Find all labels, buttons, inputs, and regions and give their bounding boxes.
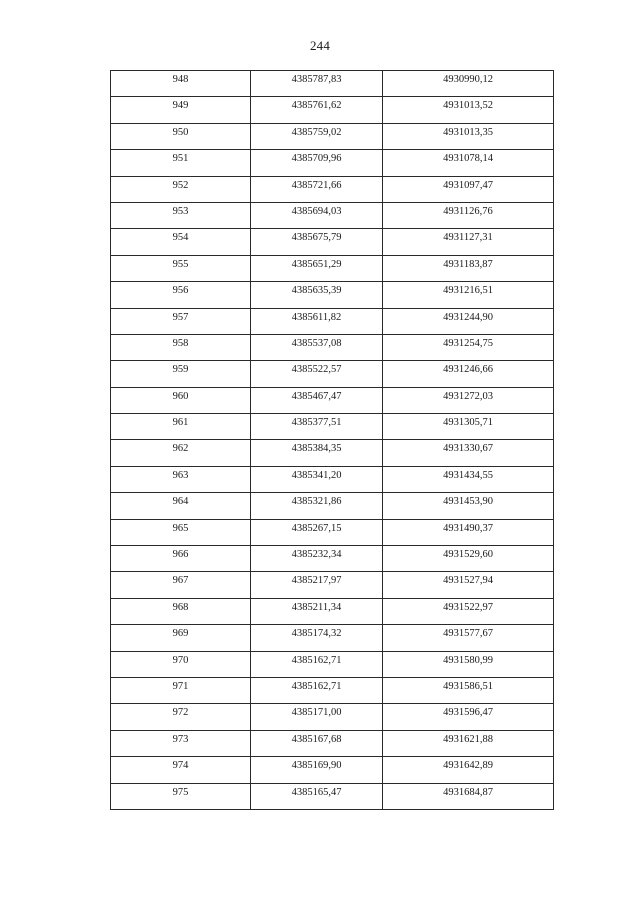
- table-row: [111, 150, 554, 176]
- x-coordinate-cell: 4385232,34: [251, 546, 383, 572]
- table-row: [111, 572, 554, 598]
- table-row: [111, 519, 554, 545]
- table-row: [111, 202, 554, 228]
- x-coordinate-cell: 4385635,39: [251, 282, 383, 308]
- y-coordinate-cell: 4931621,88: [383, 730, 554, 756]
- x-coordinate-cell: 4385694,03: [251, 202, 383, 228]
- point-number-cell: 955: [111, 255, 251, 281]
- point-number-cell: 961: [111, 414, 251, 440]
- x-coordinate-cell: 4385162,71: [251, 651, 383, 677]
- table-row: [111, 176, 554, 202]
- table-row: [111, 361, 554, 387]
- point-number-cell: 950: [111, 123, 251, 149]
- point-number-cell: 970: [111, 651, 251, 677]
- table-row: [111, 466, 554, 492]
- y-coordinate-cell: 4931522,97: [383, 598, 554, 624]
- y-coordinate-cell: 4931126,76: [383, 202, 554, 228]
- x-coordinate-cell: 4385165,47: [251, 783, 383, 809]
- x-coordinate-cell: 4385321,86: [251, 493, 383, 519]
- table-row: [111, 757, 554, 783]
- point-number-cell: 972: [111, 704, 251, 730]
- table-row: [111, 730, 554, 756]
- y-coordinate-cell: 4931305,71: [383, 414, 554, 440]
- y-coordinate-cell: 4931078,14: [383, 150, 554, 176]
- table-row: [111, 704, 554, 730]
- y-coordinate-cell: 4931244,90: [383, 308, 554, 334]
- x-coordinate-cell: 4385611,82: [251, 308, 383, 334]
- point-number-cell: 954: [111, 229, 251, 255]
- coordinates-table-body: [111, 71, 554, 810]
- point-number-cell: 956: [111, 282, 251, 308]
- point-number-cell: 973: [111, 730, 251, 756]
- point-number-cell: 951: [111, 150, 251, 176]
- y-coordinate-cell: 4930990,12: [383, 71, 554, 97]
- x-coordinate-cell: 4385162,71: [251, 677, 383, 703]
- x-coordinate-cell: 4385787,83: [251, 71, 383, 97]
- point-number-cell: 969: [111, 625, 251, 651]
- point-number-cell: 949: [111, 97, 251, 123]
- x-coordinate-cell: 4385217,97: [251, 572, 383, 598]
- x-coordinate-cell: 4385341,20: [251, 466, 383, 492]
- x-coordinate-cell: 4385651,29: [251, 255, 383, 281]
- table-row: [111, 71, 554, 97]
- table-row: [111, 598, 554, 624]
- point-number-cell: 971: [111, 677, 251, 703]
- x-coordinate-cell: 4385675,79: [251, 229, 383, 255]
- y-coordinate-cell: 4931684,87: [383, 783, 554, 809]
- point-number-cell: 975: [111, 783, 251, 809]
- point-number-cell: 957: [111, 308, 251, 334]
- y-coordinate-cell: 4931013,35: [383, 123, 554, 149]
- table-row: [111, 308, 554, 334]
- point-number-cell: 967: [111, 572, 251, 598]
- x-coordinate-cell: 4385267,15: [251, 519, 383, 545]
- table-row: [111, 387, 554, 413]
- x-coordinate-cell: 4385384,35: [251, 440, 383, 466]
- x-coordinate-cell: 4385169,90: [251, 757, 383, 783]
- x-coordinate-cell: 4385759,02: [251, 123, 383, 149]
- x-coordinate-cell: 4385377,51: [251, 414, 383, 440]
- y-coordinate-cell: 4931216,51: [383, 282, 554, 308]
- table-row: [111, 677, 554, 703]
- table-row: [111, 546, 554, 572]
- x-coordinate-cell: 4385211,34: [251, 598, 383, 624]
- x-coordinate-cell: 4385761,62: [251, 97, 383, 123]
- y-coordinate-cell: 4931013,52: [383, 97, 554, 123]
- table-row: [111, 783, 554, 809]
- table-row: [111, 229, 554, 255]
- table-row: [111, 123, 554, 149]
- point-number-cell: 965: [111, 519, 251, 545]
- y-coordinate-cell: 4931272,03: [383, 387, 554, 413]
- y-coordinate-cell: 4931097,47: [383, 176, 554, 202]
- point-number-cell: 968: [111, 598, 251, 624]
- table-row: [111, 440, 554, 466]
- y-coordinate-cell: 4931642,89: [383, 757, 554, 783]
- y-coordinate-cell: 4931527,94: [383, 572, 554, 598]
- y-coordinate-cell: 4931127,31: [383, 229, 554, 255]
- page-number: 244: [309, 38, 331, 53]
- coordinates-table: [110, 70, 554, 810]
- point-number-cell: 964: [111, 493, 251, 519]
- point-number-cell: 960: [111, 387, 251, 413]
- y-coordinate-cell: 4931330,67: [383, 440, 554, 466]
- y-coordinate-cell: 4931490,37: [383, 519, 554, 545]
- point-number-cell: 962: [111, 440, 251, 466]
- y-coordinate-cell: 4931254,75: [383, 334, 554, 360]
- point-number-cell: 959: [111, 361, 251, 387]
- point-number-cell: 974: [111, 757, 251, 783]
- table-row: [111, 414, 554, 440]
- table-row: [111, 255, 554, 281]
- table-row: [111, 493, 554, 519]
- x-coordinate-cell: 4385522,57: [251, 361, 383, 387]
- table-row: [111, 282, 554, 308]
- y-coordinate-cell: 4931183,87: [383, 255, 554, 281]
- y-coordinate-cell: 4931529,60: [383, 546, 554, 572]
- point-number-cell: 958: [111, 334, 251, 360]
- table-row: [111, 97, 554, 123]
- y-coordinate-cell: 4931246,66: [383, 361, 554, 387]
- x-coordinate-cell: 4385721,66: [251, 176, 383, 202]
- x-coordinate-cell: 4385174,32: [251, 625, 383, 651]
- y-coordinate-cell: 4931580,99: [383, 651, 554, 677]
- y-coordinate-cell: 4931434,55: [383, 466, 554, 492]
- y-coordinate-cell: 4931596,47: [383, 704, 554, 730]
- table-row: [111, 334, 554, 360]
- y-coordinate-cell: 4931577,67: [383, 625, 554, 651]
- y-coordinate-cell: 4931453,90: [383, 493, 554, 519]
- point-number-cell: 963: [111, 466, 251, 492]
- point-number-cell: 966: [111, 546, 251, 572]
- x-coordinate-cell: 4385709,96: [251, 150, 383, 176]
- point-number-cell: 952: [111, 176, 251, 202]
- x-coordinate-cell: 4385171,00: [251, 704, 383, 730]
- x-coordinate-cell: 4385467,47: [251, 387, 383, 413]
- x-coordinate-cell: 4385537,08: [251, 334, 383, 360]
- point-number-cell: 953: [111, 202, 251, 228]
- point-number-cell: 948: [111, 71, 251, 97]
- y-coordinate-cell: 4931586,51: [383, 677, 554, 703]
- table-row: [111, 651, 554, 677]
- table-row: [111, 625, 554, 651]
- x-coordinate-cell: 4385167,68: [251, 730, 383, 756]
